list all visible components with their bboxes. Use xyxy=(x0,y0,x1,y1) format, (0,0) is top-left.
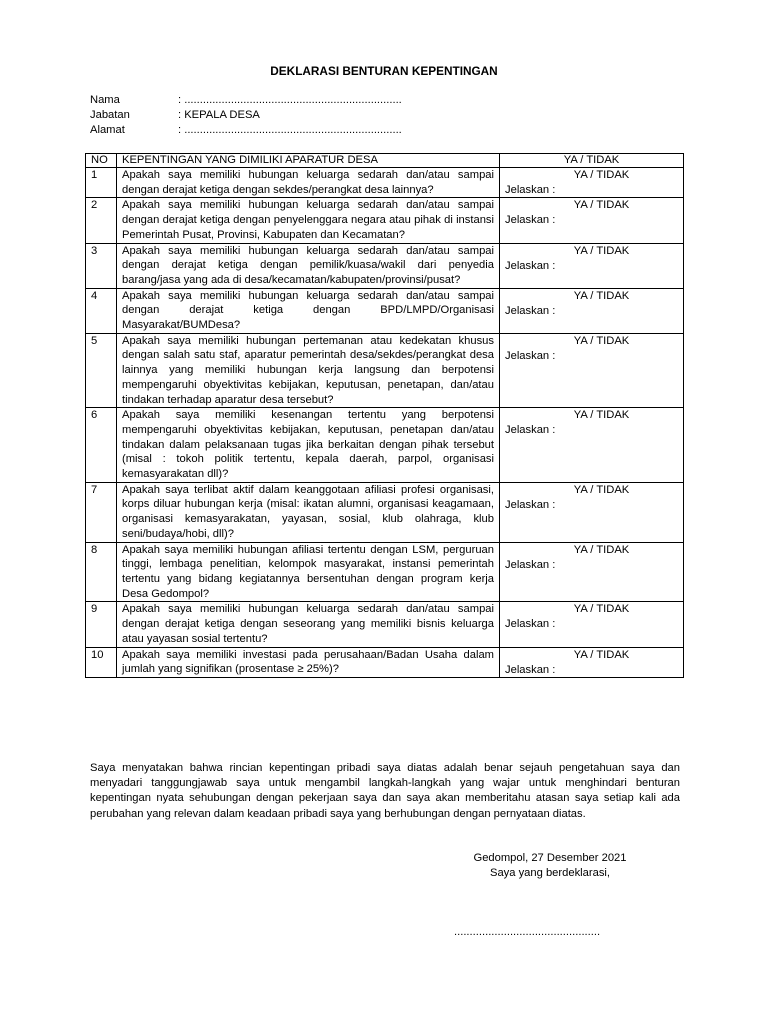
row-answer-cell[interactable] xyxy=(500,482,684,542)
row-number: 3 xyxy=(86,243,117,288)
row-question: Apakah saya memiliki hubungan afiliasi tertentu dengan LSM, perguruan tinggi, lembaga penelitian, kelompok masyarakat, instansi pemerintah tertentu yang bidang kegiatannya bersentuhan dengan program kerja Desa Gedompol? xyxy=(117,542,500,602)
row-question: Apakah saya memiliki hubungan pertemanan atau kedekatan khusus dengan salah satu staf, aparatur pemerintah desa/sekdes/perangkat desa lainnya yang memiliki hubungan kerja langsung dan berpotensi mempengaruhi obyektivitas kebijakan, keputusan, penetapan, dan/atau tindakan terhadap aparatur desa tersebut? xyxy=(117,333,500,408)
explain-label: Jelaskan : xyxy=(505,663,556,676)
row-answer-cell[interactable] xyxy=(500,602,684,647)
identity-value: : KEPALA DESA xyxy=(178,109,260,122)
yes-no-option[interactable]: YA / TIDAK xyxy=(573,483,630,496)
table-row xyxy=(86,243,684,288)
row-answer-cell[interactable] xyxy=(500,288,684,333)
yes-no-option[interactable]: YA / TIDAK xyxy=(573,648,630,661)
row-number: 1 xyxy=(86,168,117,198)
row-question: Apakah saya memiliki kesenangan tertentu yang berpotensi mempengaruhi obyektivitas kebijakan, keputusan, penetapan dan/atau tindakan dalam pelaksanaan tugas jika berkaitan dengan pihak tersebut (misal : tokoh politik tertentu, kepala daerah, parpol, organisasi kemasyarakatan dll)? xyxy=(117,408,500,483)
explain-label: Jelaskan : xyxy=(505,214,556,227)
table-row xyxy=(86,333,684,408)
row-answer-cell[interactable] xyxy=(500,333,684,408)
yes-no-option[interactable]: YA / TIDAK xyxy=(573,603,630,616)
yes-no-option[interactable]: YA / TIDAK xyxy=(573,543,630,556)
row-question: Apakah saya memiliki hubungan keluarga sedarah dan/atau sampai dengan derajat ketiga dengan BPD/LMPD/Organisasi Masyarakat/BUMDesa? xyxy=(117,288,500,333)
table-header-row xyxy=(86,154,684,168)
yes-no-option[interactable]: YA / TIDAK xyxy=(573,334,630,347)
explain-label: Jelaskan : xyxy=(505,184,556,196)
row-answer-cell[interactable] xyxy=(500,243,684,288)
explain-label: Jelaskan : xyxy=(505,498,556,511)
table-row xyxy=(86,602,684,647)
explain-label: Jelaskan : xyxy=(505,424,556,437)
header-question: KEPENTINGAN YANG DIMILIKI APARATUR DESA xyxy=(117,154,500,168)
identity-value: : ...................................................................... xyxy=(178,124,402,137)
identity-label: Jabatan xyxy=(90,109,130,122)
identity-row xyxy=(90,93,402,108)
row-number: 4 xyxy=(86,288,117,333)
table-row xyxy=(86,198,684,243)
yes-no-option[interactable]: YA / TIDAK xyxy=(573,199,630,212)
declaration-statement: Saya menyatakan bahwa rincian kepentingan pribadi saya diatas adalah benar sejauh pengetahuan saya dan menyadari tanggungjawab saya untuk mengambil langkah-langkah yang wajar untuk menghindari benturan kepentingan nyata sehubungan dengan pekerjaan saya dan saya akan memberitahu atasan saya setiap kali ada perubahan yang relevan dalam keadaan pribadi saya yang berhubungan dengan pernyataan diatas. xyxy=(90,762,680,820)
declarant-label: Saya yang berdeklarasi, xyxy=(489,867,611,879)
row-number: 8 xyxy=(86,542,117,602)
row-answer-cell[interactable] xyxy=(500,542,684,602)
yes-no-option[interactable]: YA / TIDAK xyxy=(573,244,630,257)
identity-row xyxy=(90,108,402,123)
row-number: 10 xyxy=(86,647,117,677)
row-answer-cell[interactable] xyxy=(500,408,684,483)
table-row xyxy=(86,482,684,542)
identity-block xyxy=(90,93,402,139)
yes-no-option[interactable]: YA / TIDAK xyxy=(573,289,630,302)
identity-row xyxy=(90,123,402,138)
declaration-table xyxy=(85,153,684,678)
row-answer-cell[interactable] xyxy=(500,198,684,243)
row-question: Apakah saya terlibat aktif dalam keanggotaan afiliasi profesi organisasi, korps diluar hubungan kerja (misal: ikatan alumni, organisasi keagamaan, organisasi kemasyarakatan, yayasan, sosial, klub olahraga, klub seni/budaya/hobi, dll)? xyxy=(117,482,500,542)
yes-no-option[interactable]: YA / TIDAK xyxy=(573,169,630,181)
document-title: DEKLARASI BENTURAN KEPENTINGAN xyxy=(270,64,498,78)
row-question: Apakah saya memiliki hubungan keluarga sedarah dan/atau sampai dengan derajat ketiga dengan pemilik/kuasa/wakil dari penyedia barang/jasa yang ada di desa/kecamatan/kabupaten/provinsi/pusat? xyxy=(117,243,500,288)
identity-label: Nama xyxy=(90,94,120,106)
explain-label: Jelaskan : xyxy=(505,304,556,317)
yes-no-option[interactable]: YA / TIDAK xyxy=(573,409,630,422)
explain-label: Jelaskan : xyxy=(505,349,556,362)
explain-label: Jelaskan : xyxy=(505,558,556,571)
explain-label: Jelaskan : xyxy=(505,618,556,631)
row-question: Apakah saya memiliki hubungan keluarga sedarah dan/atau sampai dengan derajat ketiga dengan penyelenggara negara atau pihak di instansi Pemerintah Pusat, Provinsi, Kabupaten dan Kecamatan? xyxy=(117,198,500,243)
table-row xyxy=(86,168,684,198)
row-number: 6 xyxy=(86,408,117,483)
row-number: 9 xyxy=(86,602,117,647)
place-date: Gedompol, 27 Desember 2021 xyxy=(473,852,627,864)
header-no: NO xyxy=(86,154,117,168)
table-row xyxy=(86,542,684,602)
identity-value: : ...................................................................... xyxy=(178,94,402,106)
row-question: Apakah saya memiliki investasi pada perusahaan/Badan Usaha dalam jumlah yang signifikan (prosentase ≥ 25%)? xyxy=(117,647,500,677)
header-answer: YA / TIDAK xyxy=(500,154,684,168)
explain-label: Jelaskan : xyxy=(505,259,556,272)
signature-line: ............................................... xyxy=(454,926,601,938)
row-answer-cell[interactable] xyxy=(500,647,684,677)
row-number: 2 xyxy=(86,198,117,243)
table-row xyxy=(86,647,684,677)
identity-label: Alamat xyxy=(90,124,125,137)
row-question: Apakah saya memiliki hubungan keluarga sedarah dan/atau sampai dengan derajat ketiga dengan seseorang yang memiliki bisnis keluarga atau yayasan sosial tertentu? xyxy=(117,602,500,647)
row-number: 5 xyxy=(86,333,117,408)
table-row xyxy=(86,408,684,483)
row-answer-cell[interactable] xyxy=(500,168,684,198)
table-row xyxy=(86,288,684,333)
row-number: 7 xyxy=(86,482,117,542)
row-question: Apakah saya memiliki hubungan keluarga sedarah dan/atau sampai dengan derajat ketiga dengan sekdes/perangkat desa lainnya? xyxy=(117,168,500,198)
